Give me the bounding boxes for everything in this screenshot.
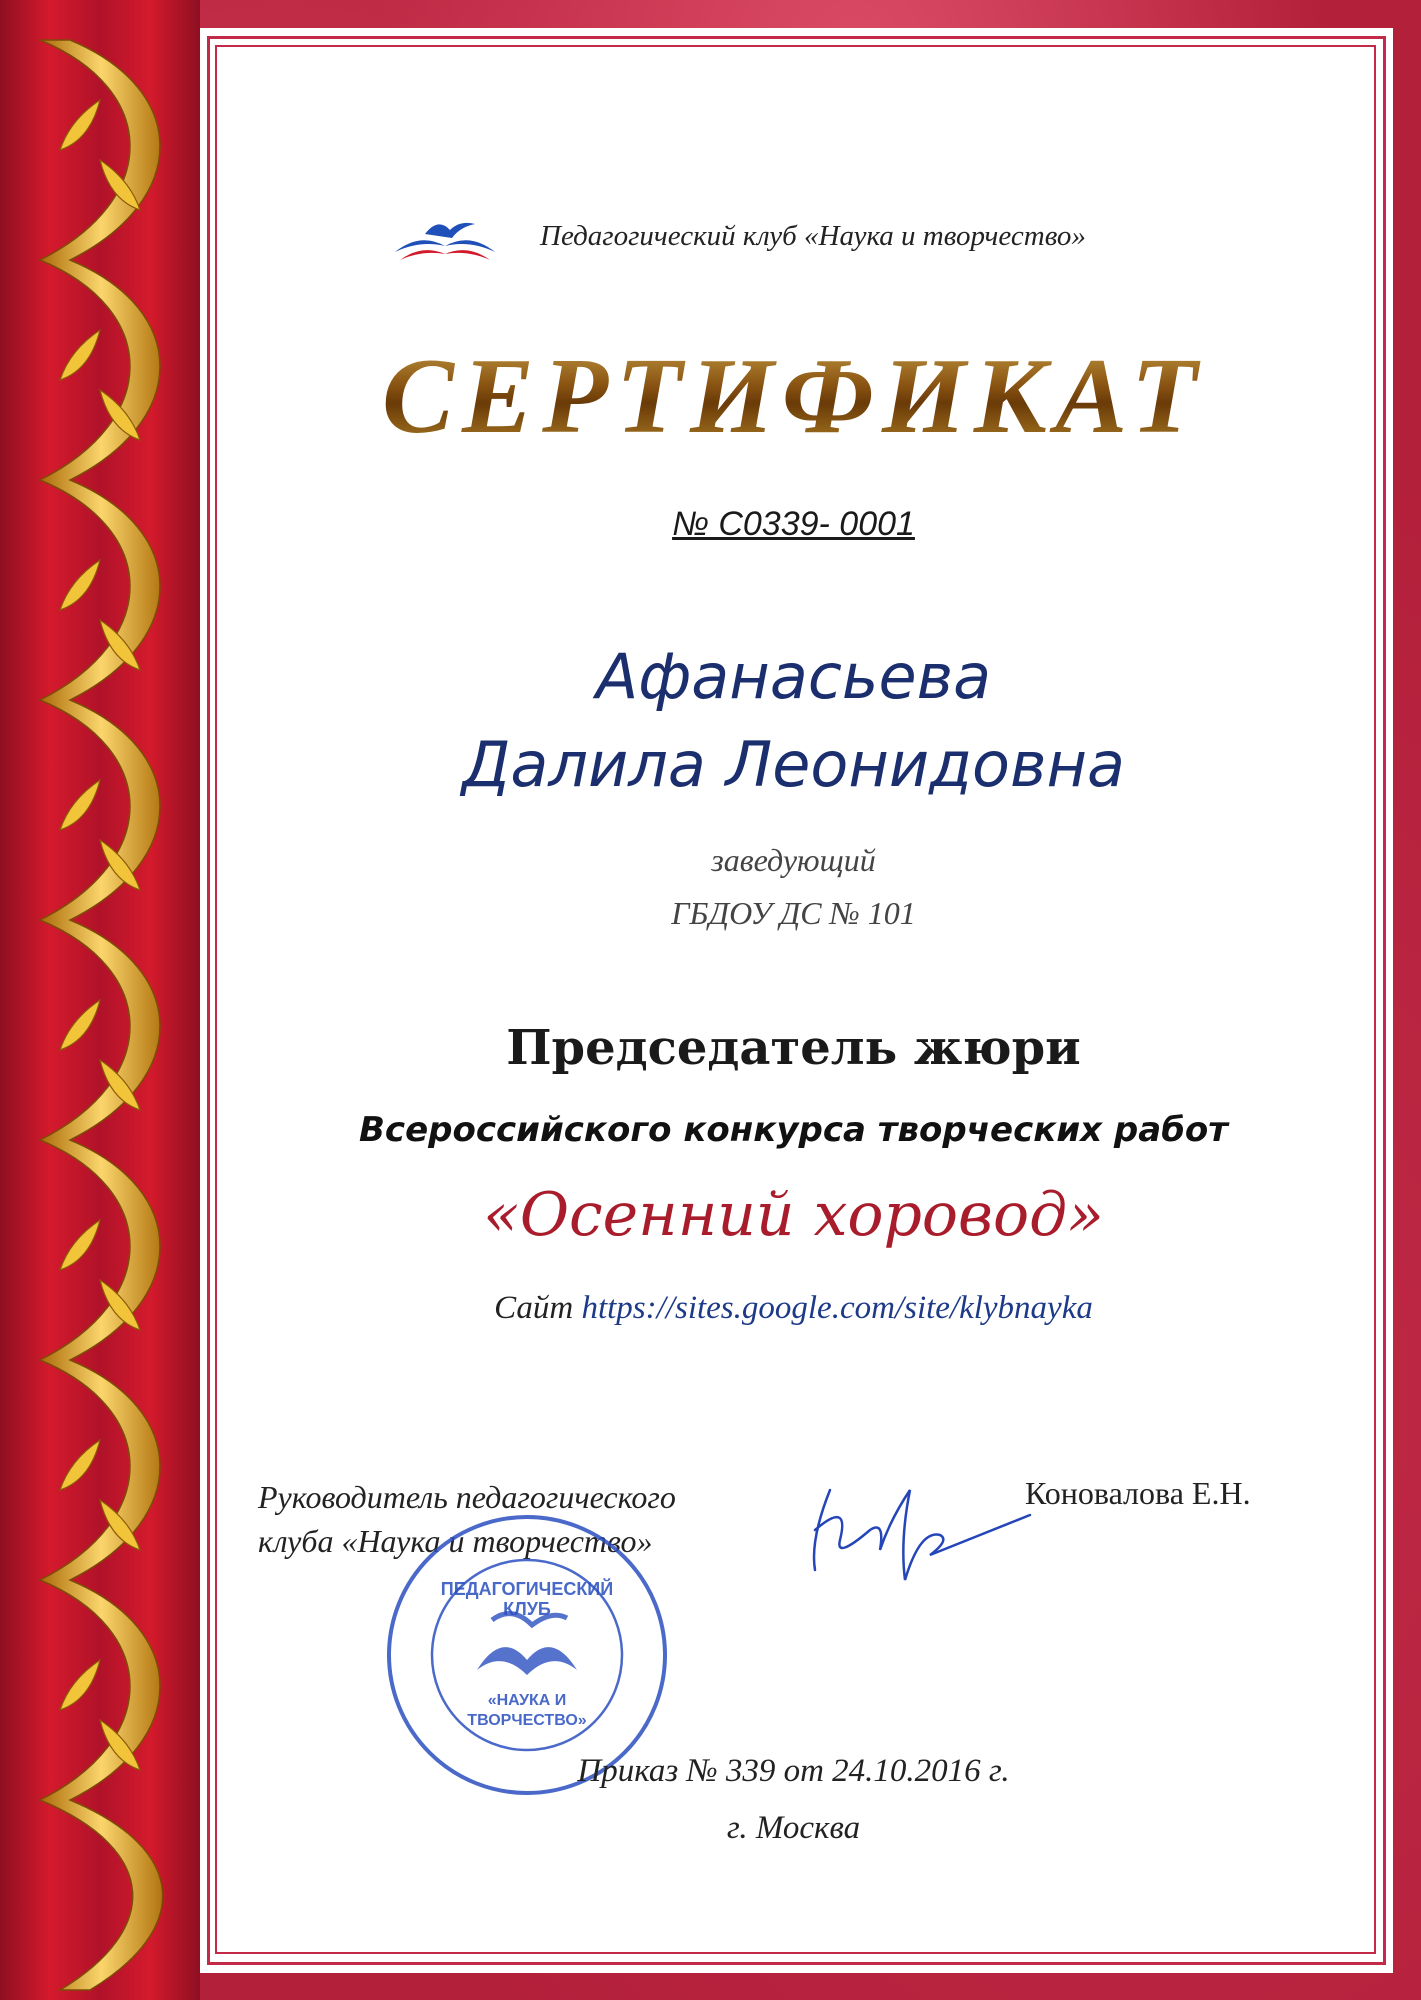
svg-text:КЛУБ: КЛУБ <box>503 1599 551 1619</box>
certificate-title: СЕРТИФИКАТ <box>233 335 1354 459</box>
svg-text:ТВОРЧЕСТВО»: ТВОРЧЕСТВО» <box>467 1712 587 1729</box>
club-header: Педагогический клуб «Наука и творчество» <box>540 220 1086 252</box>
website-link[interactable]: https://sites.google.com/site/klybnayka <box>581 1290 1093 1326</box>
website-label: Сайт <box>494 1290 582 1326</box>
city: г. Москва <box>726 1810 861 1846</box>
certificate-number <box>233 505 1354 544</box>
recipient-given-names: Далила Леонидовна <box>461 728 1126 801</box>
website-line <box>233 1290 1354 1327</box>
certificate-number-text: № С0339- 0001 <box>672 505 915 543</box>
book-bird-logo-icon <box>390 212 500 272</box>
order-reference: Приказ № 339 от 24.10.2016 г. <box>577 1753 1010 1789</box>
svg-text:«НАУКА И: «НАУКА И <box>487 1692 567 1709</box>
jury-role: Председатель жюри <box>506 1020 1081 1076</box>
signer-name: Коновалова Е.Н. <box>1025 1475 1251 1511</box>
contest-name: «Осенний хоровод» <box>483 1180 1104 1250</box>
signatory-title-line2: клуба «Наука и творчество» <box>258 1523 653 1559</box>
handwritten-signature <box>790 1460 1040 1600</box>
contest-description: Всероссийского конкурса творческих работ <box>359 1110 1228 1150</box>
gold-ribbon-laurel-decoration <box>0 0 200 2000</box>
recipient-organization: ГБДОУ ДС № 101 <box>671 895 916 931</box>
recipient-position: заведующий <box>711 842 876 878</box>
svg-text:ПЕДАГОГИЧЕСКИЙ: ПЕДАГОГИЧЕСКИЙ <box>440 1579 614 1599</box>
recipient-surname: Афанасьева <box>595 640 992 713</box>
signatory-title-line1: Руководитель педагогического <box>258 1479 676 1515</box>
